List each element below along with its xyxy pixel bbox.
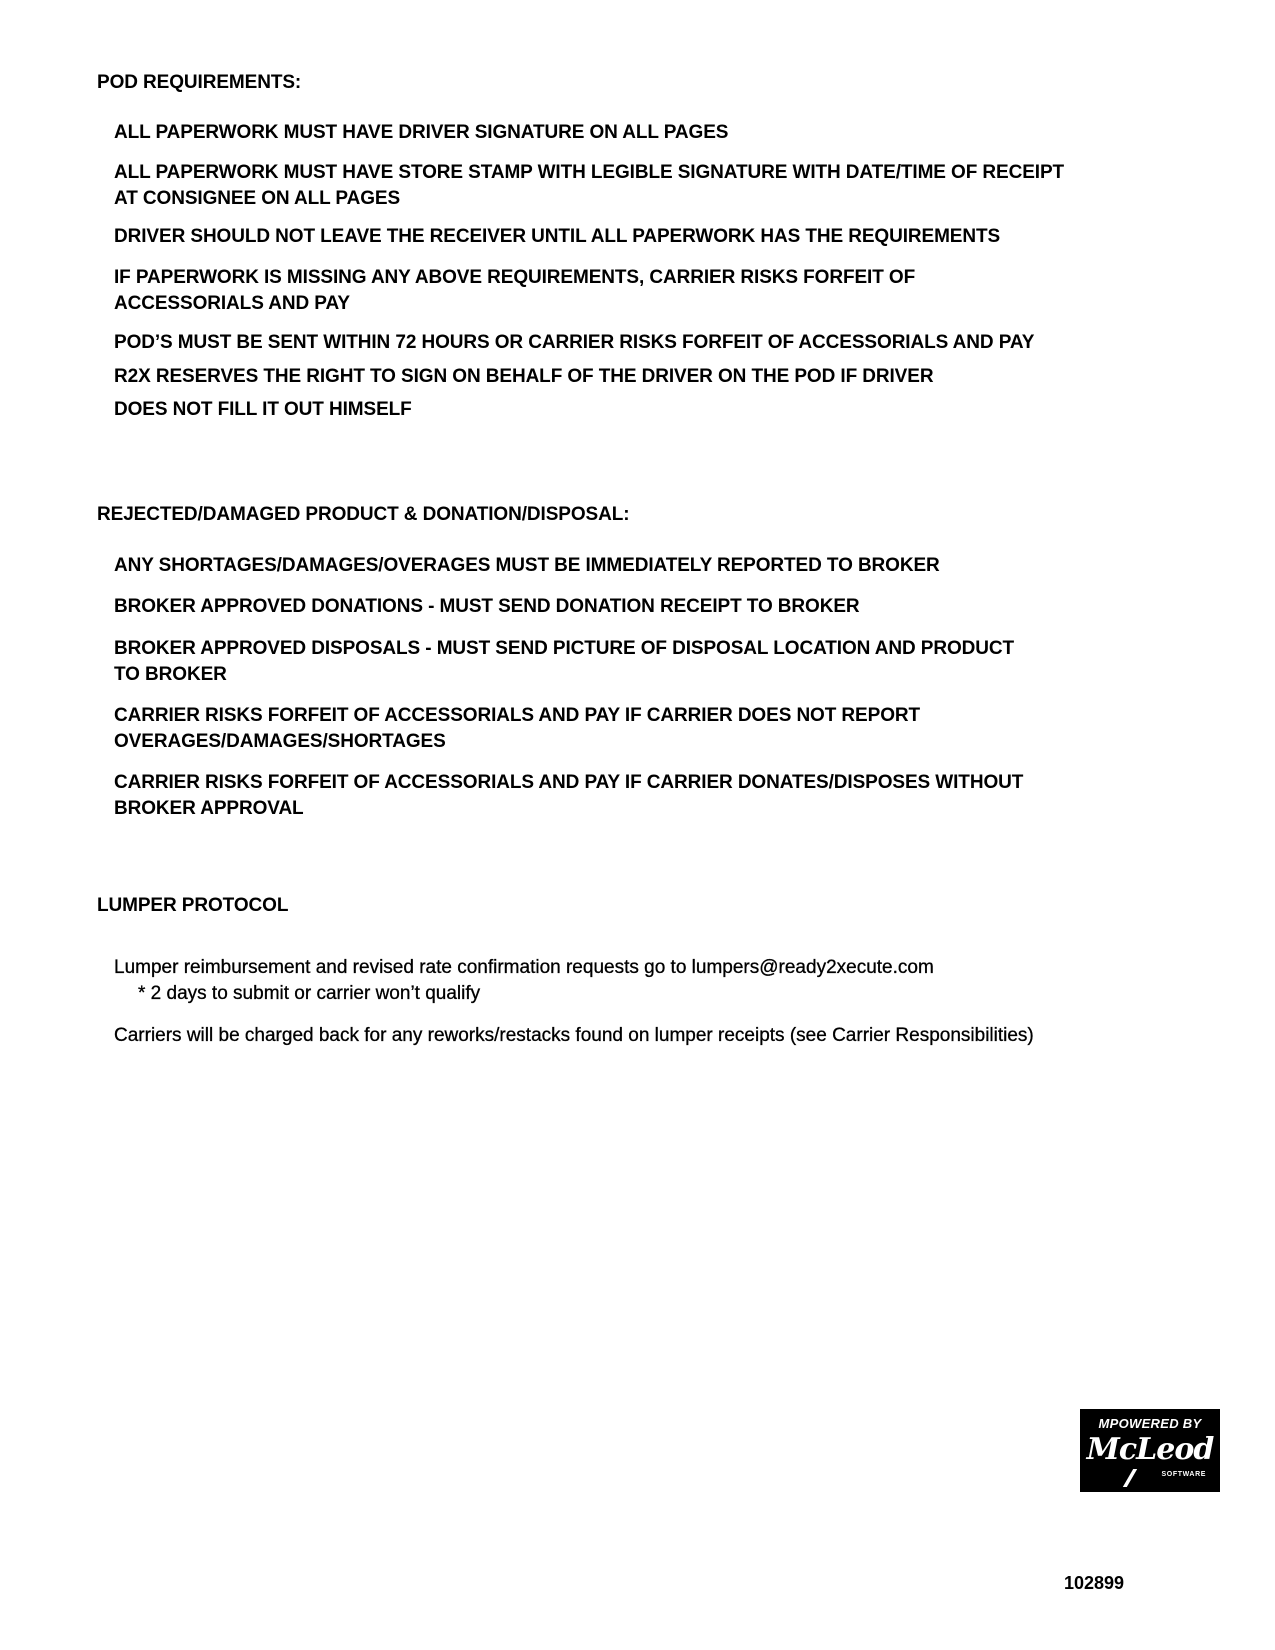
rejected-item-3-line-2: TO BROKER bbox=[114, 664, 227, 685]
rejected-item-3 bbox=[114, 636, 1014, 688]
pod-item-2-line-2: AT CONSIGNEE ON ALL PAGES bbox=[114, 188, 401, 209]
pod-item-6 bbox=[114, 364, 933, 390]
logo-software-text: SOFTWARE bbox=[1161, 1471, 1206, 1478]
logo-powered-by-text: MPOWERED BY bbox=[1098, 1416, 1202, 1431]
document-number: 102899 bbox=[1064, 1573, 1125, 1593]
lumper-request-text: Lumper reimbursement and revised rate confirmation requests go to lumpers@ready2xecute.com bbox=[114, 957, 934, 978]
rejected-item-4 bbox=[114, 703, 920, 755]
pod-item-7 bbox=[114, 397, 412, 423]
mcleod-logo bbox=[1080, 1409, 1220, 1492]
pod-item-3 bbox=[114, 224, 1000, 250]
pod-item-1-line-1: ALL PAPERWORK MUST HAVE DRIVER SIGNATURE ON ALL PAGES bbox=[114, 122, 729, 143]
pod-item-2 bbox=[114, 160, 1064, 212]
lumper-protocol-heading: LUMPER PROTOCOL bbox=[97, 895, 289, 916]
lumper-chargeback-text: Carriers will be charged back for any reworks/restacks found on lumper receipts (see Carrier Responsibilities) bbox=[114, 1025, 1034, 1046]
rejected-item-5-line-2: BROKER APPROVAL bbox=[114, 798, 304, 819]
rejected-item-2-line-1: BROKER APPROVED DONATIONS - MUST SEND DONATION RECEIPT TO BROKER bbox=[114, 596, 860, 617]
pod-item-6-line-1: R2X RESERVES THE RIGHT TO SIGN ON BEHALF OF THE DRIVER ON THE POD IF DRIVER bbox=[114, 366, 934, 387]
rejected-item-1 bbox=[114, 553, 940, 579]
rejected-item-4-line-2: OVERAGES/DAMAGES/SHORTAGES bbox=[114, 731, 446, 752]
rejected-item-3-line-1: BROKER APPROVED DISPOSALS - MUST SEND PICTURE OF DISPOSAL LOCATION AND PRODUCT bbox=[114, 638, 1015, 659]
rejected-item-1-line-1: ANY SHORTAGES/DAMAGES/OVERAGES MUST BE IMMEDIATELY REPORTED TO BROKER bbox=[114, 555, 940, 576]
rejected-item-4-line-1: CARRIER RISKS FORFEIT OF ACCESSORIALS AND PAY IF CARRIER DOES NOT REPORT bbox=[114, 705, 920, 726]
logo-brand-text: McLeod bbox=[1086, 1432, 1214, 1467]
lumper-paragraph-1 bbox=[114, 955, 934, 1007]
rejected-item-5 bbox=[114, 770, 1023, 822]
pod-item-5-line-1: POD’S MUST BE SENT WITHIN 72 HOURS OR CARRIER RISKS FORFEIT OF ACCESSORIALS AND PAY bbox=[114, 332, 1035, 353]
rejected-damaged-heading: REJECTED/DAMAGED PRODUCT & DONATION/DISPOSAL: bbox=[97, 504, 630, 525]
pod-item-5 bbox=[114, 330, 1034, 356]
pod-item-4 bbox=[114, 265, 915, 317]
logo-slash-mark bbox=[1123, 1469, 1137, 1487]
pod-item-4-line-2: ACCESSORIALS AND PAY bbox=[114, 293, 350, 314]
pod-item-2-line-1: ALL PAPERWORK MUST HAVE STORE STAMP WITH LEGIBLE SIGNATURE WITH DATE/TIME OF RECEIPT bbox=[114, 162, 1065, 183]
lumper-paragraph-2 bbox=[114, 1023, 1034, 1049]
pod-requirements-heading: POD REQUIREMENTS: bbox=[97, 72, 302, 93]
pod-item-7-line-1: DOES NOT FILL IT OUT HIMSELF bbox=[114, 399, 412, 420]
rejected-item-2 bbox=[114, 594, 860, 620]
pod-item-3-line-1: DRIVER SHOULD NOT LEAVE THE RECEIVER UNTIL ALL PAPERWORK HAS THE REQUIREMENTS bbox=[114, 226, 1001, 247]
pod-item-4-line-1: IF PAPERWORK IS MISSING ANY ABOVE REQUIREMENTS, CARRIER RISKS FORFEIT OF bbox=[114, 267, 916, 288]
pod-item-1 bbox=[114, 120, 728, 146]
rejected-item-5-line-1: CARRIER RISKS FORFEIT OF ACCESSORIALS AND PAY IF CARRIER DONATES/DISPOSES WITHOUT bbox=[114, 772, 1024, 793]
lumper-deadline-note: * 2 days to submit or carrier won’t qualify bbox=[138, 983, 481, 1004]
